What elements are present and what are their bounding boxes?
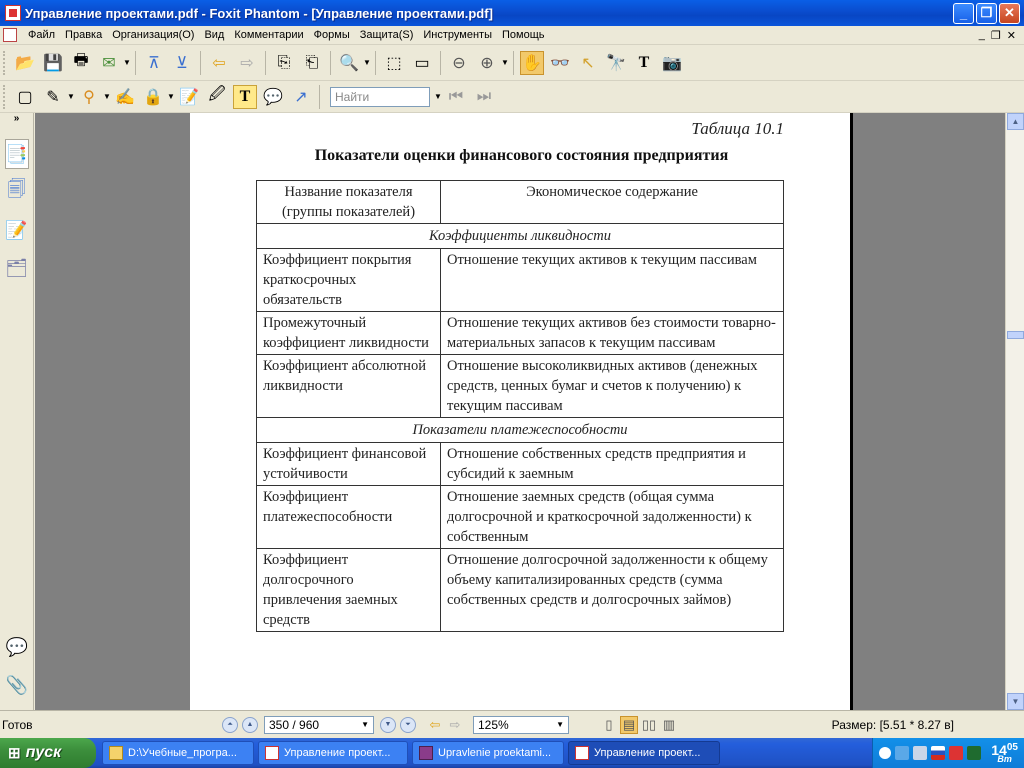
table-row (257, 443, 784, 486)
attachments-icon[interactable]: 📎 (5, 674, 29, 695)
fit-width-icon[interactable]: ▭ (414, 54, 430, 72)
mdi-minimize-icon[interactable]: _ (978, 28, 985, 41)
vertical-scrollbar[interactable] (1005, 113, 1024, 710)
indicator-name: Коэффициент покрытия краткосрочных обязательств (257, 249, 441, 312)
zoom-select[interactable] (473, 716, 569, 734)
menu-file[interactable]: Файл (28, 29, 56, 41)
hand-tool-icon[interactable]: ✋ (520, 51, 544, 75)
header-economic-content: Экономическое содержание (441, 181, 784, 224)
taskbar-item-active[interactable] (568, 741, 720, 765)
page-view-icon[interactable]: ▢ (17, 88, 33, 106)
indicator-content: Отношение текущих активов без стоимости товарно-материальных запасов к текущим пассивам (441, 312, 784, 355)
mdi-controls (979, 29, 1024, 42)
menu-organize[interactable]: Организация(O) (112, 29, 195, 41)
forward-arrow-icon[interactable]: ⇨ (240, 54, 254, 72)
zoom-dropdown-icon[interactable]: ▼ (363, 58, 371, 67)
indicator-content: Отношение текущих активов к текущим пассивам (441, 249, 784, 312)
document-viewport[interactable] (35, 113, 1005, 710)
stamp-dropdown-icon[interactable]: ▼ (103, 92, 111, 101)
layers-icon[interactable]: 🗂 (5, 257, 28, 278)
table-row (257, 355, 784, 418)
sign-icon[interactable]: ✍ (115, 88, 135, 106)
last-page-icon[interactable]: ⏷ (400, 717, 416, 733)
indicator-content: Отношение долгосрочной задолженности к общему объему капитализированных средств (сумма собственных средств и долгосрочных займов) (441, 549, 784, 632)
open-folder-icon[interactable]: 📂 (15, 54, 35, 72)
table-row (257, 549, 784, 632)
comment-toolbar (0, 81, 1024, 113)
email-icon[interactable]: ✉ (102, 54, 116, 72)
back-arrow-icon[interactable]: ⇦ (212, 54, 226, 72)
zoom-level-dropdown-icon[interactable]: ▼ (501, 58, 509, 67)
indicator-content: Отношение собственных средств предприятия и субсидий к заемным (441, 443, 784, 486)
extract-page-icon[interactable]: ⎗ (305, 53, 319, 71)
find-previous-icon[interactable]: ⏮ (448, 87, 464, 105)
pages-icon[interactable]: 🗐 (7, 179, 26, 199)
next-page-icon[interactable]: ⊻ (176, 54, 188, 72)
archive-icon (419, 746, 433, 760)
email-dropdown-icon[interactable]: ▼ (123, 58, 131, 67)
page-number-input[interactable] (264, 716, 374, 734)
close-button[interactable]: ✕ (999, 3, 1020, 24)
taskbar-item-label: D:\Учебные_програ... (128, 747, 237, 759)
page-size-text: Размер: [5.51 * 8.27 в] (831, 717, 954, 732)
page-dropdown-icon[interactable]: ▼ (361, 720, 369, 729)
edit-text-icon[interactable]: 🖉 (208, 86, 226, 103)
clock-hour: 14 (991, 741, 1007, 758)
antivirus-icon[interactable] (949, 746, 963, 760)
window-title: Управление проектами.pdf - Foxit Phantom - [Управление проектами.pdf] (25, 5, 493, 21)
previous-page-icon[interactable]: ⊼ (148, 54, 160, 72)
table-number: Таблица 10.1 (691, 119, 784, 138)
pdf-icon (265, 746, 279, 760)
menu-help[interactable]: Помощь (501, 29, 545, 41)
menu-bar (0, 26, 1024, 45)
insert-page-icon[interactable]: ⎘ (277, 53, 291, 71)
menu-comments[interactable]: Комментарии (234, 29, 304, 41)
indicator-name: Коэффициент абсолютной ликвидности (257, 355, 441, 418)
network-icon[interactable] (895, 746, 909, 760)
language-flag-icon[interactable] (931, 746, 945, 760)
taskbar-item[interactable] (258, 741, 408, 765)
folder-icon (109, 746, 123, 760)
print-icon[interactable]: 🖶 (73, 52, 89, 69)
continuous-view-icon[interactable]: ▤ (620, 716, 638, 734)
fit-page-icon[interactable]: ⬚ (386, 54, 402, 72)
scroll-thumb[interactable] (1007, 331, 1024, 339)
loupe-tool-icon[interactable]: 👓 (550, 54, 570, 72)
indicators-table (256, 180, 784, 632)
maximize-button[interactable]: ❐ (976, 3, 997, 24)
volume-icon[interactable] (913, 746, 927, 760)
title-bar (0, 0, 1024, 26)
nav-forward-icon[interactable]: ⇨ (449, 716, 461, 732)
bookmarks-icon[interactable]: 📑 (5, 139, 29, 169)
menu-forms[interactable]: Формы (313, 29, 350, 41)
taskbar-item-label: Управление проект... (284, 747, 391, 759)
zoom-select-dropdown-icon[interactable]: ▼ (556, 720, 564, 729)
indicator-content: Отношение высоколиквидных активов (денежных средств, ценных бумаг и счетов к получению) к текущим пассивам (441, 355, 784, 418)
table-title: Показатели оценки финансового состояния предприятия (314, 147, 729, 164)
mdi-restore-icon[interactable]: ❐ (990, 29, 1001, 42)
toolbar-grip-2[interactable] (3, 85, 7, 109)
single-page-view-icon[interactable]: ▯ (605, 716, 613, 732)
status-text: Готов (2, 717, 33, 732)
table-row (257, 486, 784, 549)
save-icon[interactable]: 💾 (43, 54, 63, 72)
find-input[interactable]: Найти (330, 87, 430, 107)
annotations-icon[interactable]: 📝 (5, 219, 28, 240)
find-dropdown-icon[interactable]: ▼ (434, 92, 442, 101)
pdf-icon (575, 746, 589, 760)
first-page-icon[interactable]: ⏶ (222, 717, 238, 733)
comments-panel-icon[interactable]: 💬 (5, 636, 29, 657)
main-toolbar (0, 45, 1024, 81)
lock-icon[interactable]: 🔒 (143, 88, 163, 106)
textbox-icon[interactable]: T (233, 85, 257, 109)
tray-app-icon[interactable] (967, 746, 981, 760)
section-title: Показатели платежеспособности (257, 418, 784, 443)
typewriter-icon[interactable]: ✎ (46, 88, 60, 106)
indicator-content: Отношение заемных средств (общая сумма долгосрочной и краткосрочной задолженности) к собственным (441, 486, 784, 549)
indicator-name: Коэффициент долгосрочного привлечения заемных средств (257, 549, 441, 632)
zoom-in-icon[interactable]: ⊕ (480, 54, 494, 72)
comment-bubble-icon[interactable]: 💬 (263, 88, 283, 106)
zoom-value: 125% (478, 717, 509, 732)
facing-view-icon[interactable]: ▯▯ (641, 716, 657, 732)
indicator-name: Коэффициент платежеспособности (257, 486, 441, 549)
tray-expand-icon[interactable] (879, 747, 891, 759)
navigation-panel (0, 113, 34, 710)
nav-back-icon[interactable]: ⇦ (429, 716, 441, 732)
snapshot-camera-icon[interactable]: 📷 (662, 54, 682, 72)
arrow-tool-icon[interactable]: ↗ (294, 88, 308, 106)
prev-page-icon[interactable]: ▲ (242, 717, 258, 733)
taskbar-item[interactable] (102, 741, 254, 765)
expand-panel-icon[interactable]: » (13, 113, 20, 124)
menu-tools[interactable]: Инструменты (423, 29, 492, 41)
mdi-close-icon[interactable]: ✕ (1006, 29, 1016, 42)
select-tool-icon[interactable]: ↖ (581, 54, 595, 72)
zoom-out-icon[interactable]: ⊖ (452, 54, 466, 72)
taskbar-item-label: Upravlenie proektami... (438, 747, 552, 759)
find-next-icon[interactable]: ⏭ (476, 87, 492, 105)
section-title: Коэффициенты ликвидности (257, 224, 784, 249)
stamp-icon[interactable]: ⚲ (83, 88, 95, 106)
scroll-up-icon[interactable]: ▲ (1007, 113, 1024, 130)
foxit-app-icon[interactable] (5, 5, 21, 21)
toolbar-grip[interactable] (3, 51, 7, 75)
indicator-name: Коэффициент финансовой устойчивости (257, 443, 441, 486)
find-binoculars-icon[interactable]: 🔭 (606, 54, 626, 72)
clock-day: Вт (997, 753, 1012, 764)
header-indicator-name: Название показателя (группы показателей) (257, 181, 441, 224)
clock-minute: 05 (1006, 741, 1018, 753)
table-row (257, 312, 784, 355)
pdf-page (190, 113, 853, 710)
taskbar (0, 738, 1024, 768)
lock-dropdown-icon[interactable]: ▼ (167, 92, 175, 101)
document-icon[interactable] (3, 28, 17, 42)
edit-note-icon[interactable]: 📝 (179, 88, 199, 106)
system-tray (872, 738, 1024, 768)
minimize-button[interactable]: _ (953, 3, 974, 24)
text-select-icon[interactable]: T (638, 53, 650, 71)
typewriter-dropdown-icon[interactable]: ▼ (67, 92, 75, 101)
taskbar-item-label: Управление проект... (594, 747, 701, 759)
start-label: пуск (25, 744, 62, 761)
menu-view[interactable]: Вид (204, 29, 225, 41)
page-number-value: 350 / 960 (269, 717, 320, 732)
table-row (257, 249, 784, 312)
windows-logo-icon: ⊞ (8, 745, 21, 762)
indicator-name: Промежуточный коэффициент ликвидности (257, 312, 441, 355)
clock[interactable] (991, 743, 1018, 764)
menu-security[interactable]: Защита(S) (359, 29, 414, 41)
start-button[interactable] (0, 738, 96, 768)
status-bar (0, 710, 1024, 738)
scroll-down-icon[interactable]: ▼ (1007, 693, 1024, 710)
zoom-icon[interactable]: 🔍 (339, 54, 359, 72)
menu-edit[interactable]: Правка (65, 29, 103, 41)
table-header-row (257, 181, 784, 224)
taskbar-item[interactable] (412, 741, 564, 765)
continuous-facing-view-icon[interactable]: ▥ (662, 716, 676, 732)
next-page-status-icon[interactable]: ▼ (380, 717, 396, 733)
